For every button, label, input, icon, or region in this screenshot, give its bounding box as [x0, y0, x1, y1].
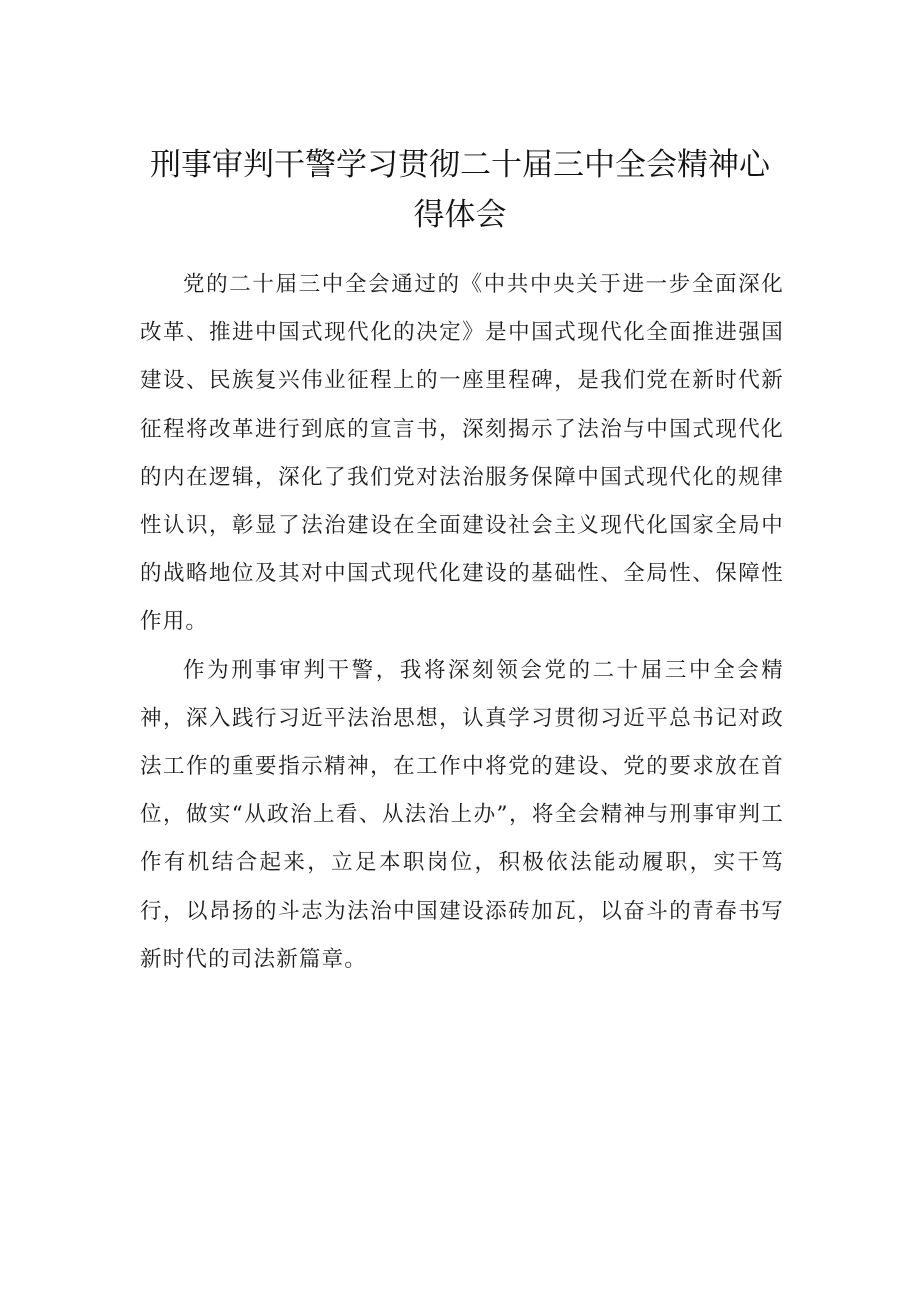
document-title: 刑事审判干警学习贯彻二十届三中全会精神心得体会	[150, 147, 770, 233]
paragraph-1: 党的二十届三中全会通过的《中共中央关于进一步全面深化改革、推进中国式现代化的决定》是中国式现代化全面推进强国建设、民族复兴伟业征程上的一座里程碑，是我们党在新时代新征程将改革进行到底的宣言书，深刻揭示了法治与中国式现代化的内在逻辑，深化了我们党对法治服务保障中国式现代化的规律性认识，彰显了法治建设在全面建设社会主义现代化国家全局中的战略地位及其对中国式现代化建设的基础性、全局性、保障性作用。	[140, 272, 784, 635]
paragraph-2: 作为刑事审判干警，我将深刻领会党的二十届三中全会精神，深入践行习近平法治思想，认真学习贯彻习近平总书记对政法工作的重要指示精神，在工作中将党的建设、党的要求放在首位，做实“从政治上看、从法治上办”，将全会精神与刑事审判工作有机结合起来，立足本职岗位，积极依法能动履职，实干笃行，以昂扬的斗志为法治中国建设添砖加瓦，以奋斗的青春书写新时代的司法新篇章。	[140, 657, 784, 972]
document-body	[140, 261, 784, 984]
